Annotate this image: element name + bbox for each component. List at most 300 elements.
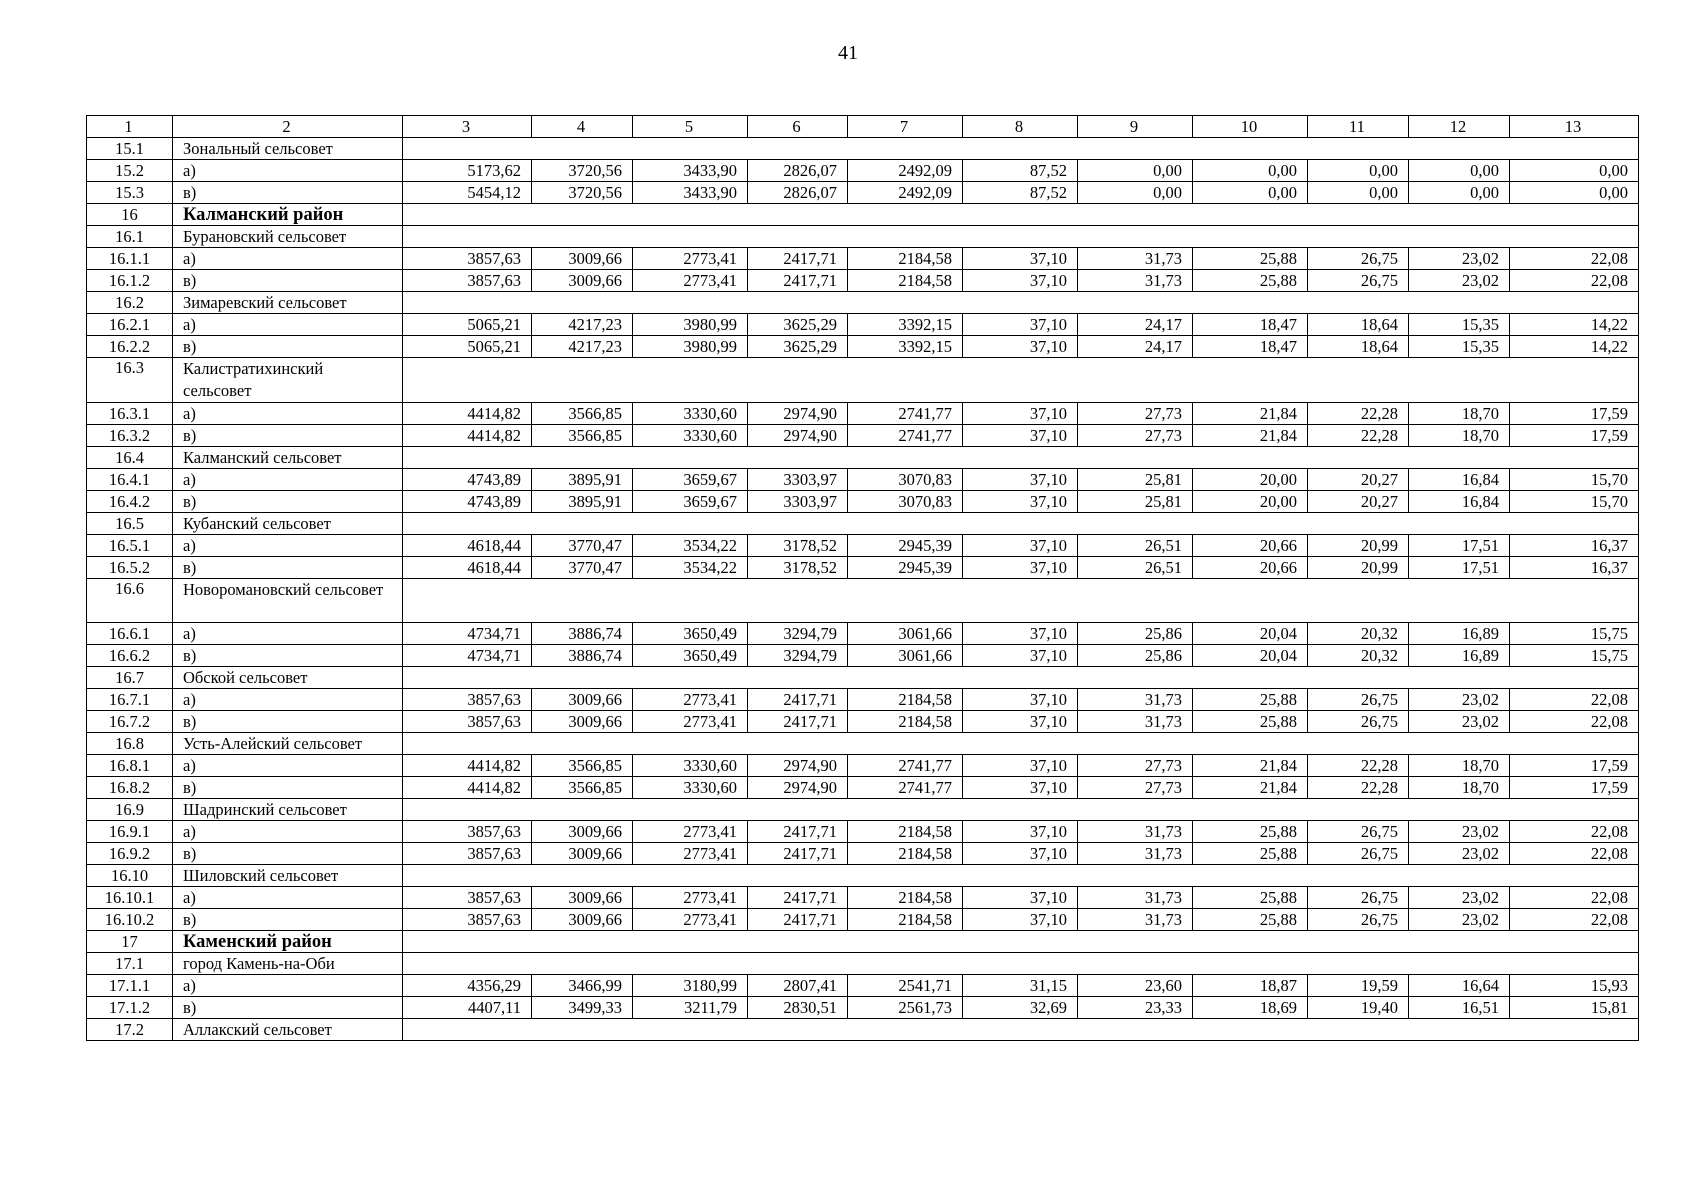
value-cell: 37,10 (963, 777, 1078, 799)
value-cell: 26,75 (1308, 248, 1409, 270)
row-number: 16.6.1 (87, 623, 173, 645)
value-cell: 2945,39 (848, 535, 963, 557)
value-cell: 3720,56 (532, 182, 633, 204)
row-label: а) (173, 821, 403, 843)
value-cell: 16,84 (1409, 469, 1510, 491)
value-cell: 15,93 (1510, 975, 1639, 997)
section-row (87, 733, 1639, 755)
row-label: а) (173, 469, 403, 491)
value-cell: 2741,77 (848, 425, 963, 447)
value-cell: 25,81 (1078, 469, 1193, 491)
column-header: 2 (173, 116, 403, 138)
value-cell: 3303,97 (748, 491, 848, 513)
value-cell: 4356,29 (403, 975, 532, 997)
row-number: 16 (87, 204, 173, 226)
value-cell: 0,00 (1510, 160, 1639, 182)
value-cell: 21,84 (1193, 425, 1308, 447)
value-cell: 26,75 (1308, 270, 1409, 292)
value-cell: 37,10 (963, 887, 1078, 909)
column-header: 11 (1308, 116, 1409, 138)
value-cell: 20,04 (1193, 623, 1308, 645)
row-label: а) (173, 535, 403, 557)
value-cell: 2807,41 (748, 975, 848, 997)
value-cell: 2492,09 (848, 182, 963, 204)
value-cell: 25,88 (1193, 887, 1308, 909)
row-number: 16.2.1 (87, 314, 173, 336)
row-label: в) (173, 425, 403, 447)
value-cell: 16,89 (1409, 623, 1510, 645)
settlement-name: Аллакский сельсовет (173, 1019, 403, 1041)
value-cell: 24,17 (1078, 336, 1193, 358)
table-row (87, 182, 1639, 204)
value-cell: 31,73 (1078, 711, 1193, 733)
value-cell: 2773,41 (633, 843, 748, 865)
section-row (87, 447, 1639, 469)
district-name: Каменский район (173, 931, 403, 953)
value-cell: 18,70 (1409, 403, 1510, 425)
value-cell: 2974,90 (748, 755, 848, 777)
value-cell: 3625,29 (748, 336, 848, 358)
value-cell: 2184,58 (848, 270, 963, 292)
row-label: а) (173, 975, 403, 997)
value-cell: 4618,44 (403, 535, 532, 557)
row-label: в) (173, 777, 403, 799)
row-label: в) (173, 182, 403, 204)
value-cell: 18,70 (1409, 777, 1510, 799)
value-cell: 32,69 (963, 997, 1078, 1019)
table-row (87, 689, 1639, 711)
section-row (87, 579, 1639, 623)
row-number: 16.1.2 (87, 270, 173, 292)
value-cell: 26,51 (1078, 557, 1193, 579)
value-cell: 3857,63 (403, 821, 532, 843)
settlement-name: Зимаревский сельсовет (173, 292, 403, 314)
value-cell: 37,10 (963, 535, 1078, 557)
row-number: 16.8.1 (87, 755, 173, 777)
section-row (87, 667, 1639, 689)
value-cell: 2417,71 (748, 689, 848, 711)
row-number: 17 (87, 931, 173, 953)
value-cell: 16,37 (1510, 535, 1639, 557)
settlement-name: Шадринский сельсовет (173, 799, 403, 821)
value-cell: 20,99 (1308, 557, 1409, 579)
value-cell: 15,70 (1510, 469, 1639, 491)
value-cell: 23,02 (1409, 821, 1510, 843)
value-cell: 3886,74 (532, 623, 633, 645)
table-row (87, 843, 1639, 865)
table-row (87, 248, 1639, 270)
value-cell: 27,73 (1078, 425, 1193, 447)
value-cell: 37,10 (963, 711, 1078, 733)
value-cell: 2417,71 (748, 248, 848, 270)
value-cell: 20,00 (1193, 491, 1308, 513)
value-cell: 14,22 (1510, 336, 1639, 358)
value-cell: 3659,67 (633, 491, 748, 513)
section-row (87, 1019, 1639, 1041)
value-cell: 3330,60 (633, 777, 748, 799)
row-number: 16.7 (87, 667, 173, 689)
value-cell: 87,52 (963, 182, 1078, 204)
table-row (87, 997, 1639, 1019)
section-row (87, 799, 1639, 821)
value-cell: 3720,56 (532, 160, 633, 182)
row-number: 16.8.2 (87, 777, 173, 799)
value-cell: 3857,63 (403, 909, 532, 931)
column-header: 12 (1409, 116, 1510, 138)
value-cell: 17,59 (1510, 755, 1639, 777)
value-cell: 17,51 (1409, 557, 1510, 579)
row-label: в) (173, 270, 403, 292)
value-cell: 3178,52 (748, 535, 848, 557)
value-cell: 4414,82 (403, 755, 532, 777)
settlement-name: Бурановский сельсовет (173, 226, 403, 248)
value-cell: 25,81 (1078, 491, 1193, 513)
value-cell: 31,73 (1078, 821, 1193, 843)
value-cell: 2974,90 (748, 777, 848, 799)
table-row (87, 535, 1639, 557)
value-cell: 25,88 (1193, 909, 1308, 931)
value-cell: 3566,85 (532, 777, 633, 799)
header-row (87, 116, 1639, 138)
value-cell: 2945,39 (848, 557, 963, 579)
value-cell: 31,73 (1078, 887, 1193, 909)
value-cell: 4414,82 (403, 403, 532, 425)
row-number: 16.9 (87, 799, 173, 821)
settlement-name: Калманский сельсовет (173, 447, 403, 469)
value-cell: 23,60 (1078, 975, 1193, 997)
row-number: 16.8 (87, 733, 173, 755)
table-body (87, 116, 1639, 1041)
value-cell: 16,84 (1409, 491, 1510, 513)
value-cell: 3330,60 (633, 425, 748, 447)
value-cell: 5065,21 (403, 336, 532, 358)
value-cell: 37,10 (963, 336, 1078, 358)
value-cell: 17,51 (1409, 535, 1510, 557)
value-cell: 3178,52 (748, 557, 848, 579)
table-row (87, 909, 1639, 931)
row-number: 16.2 (87, 292, 173, 314)
district-name: Калманский район (173, 204, 403, 226)
value-cell: 25,88 (1193, 689, 1308, 711)
value-cell: 31,73 (1078, 248, 1193, 270)
value-cell: 3886,74 (532, 645, 633, 667)
value-cell: 4217,23 (532, 314, 633, 336)
value-cell: 2773,41 (633, 821, 748, 843)
value-cell: 31,15 (963, 975, 1078, 997)
value-cell: 3009,66 (532, 270, 633, 292)
row-number: 16.3.1 (87, 403, 173, 425)
value-cell: 21,84 (1193, 403, 1308, 425)
value-cell: 37,10 (963, 755, 1078, 777)
row-label: а) (173, 403, 403, 425)
row-number: 16.3 (87, 358, 173, 403)
value-cell: 26,75 (1308, 711, 1409, 733)
value-cell: 18,47 (1193, 314, 1308, 336)
row-label: в) (173, 843, 403, 865)
empty-span-cell (403, 1019, 1639, 1041)
table-row (87, 557, 1639, 579)
row-number: 16.10.1 (87, 887, 173, 909)
table-row (87, 821, 1639, 843)
value-cell: 14,22 (1510, 314, 1639, 336)
value-cell: 20,27 (1308, 469, 1409, 491)
value-cell: 37,10 (963, 248, 1078, 270)
row-label: в) (173, 997, 403, 1019)
value-cell: 3770,47 (532, 557, 633, 579)
value-cell: 2741,77 (848, 777, 963, 799)
row-number: 17.1.2 (87, 997, 173, 1019)
row-label: а) (173, 160, 403, 182)
value-cell: 22,28 (1308, 777, 1409, 799)
empty-span-cell (403, 513, 1639, 535)
empty-span-cell (403, 579, 1639, 623)
row-number: 16.5.2 (87, 557, 173, 579)
value-cell: 2417,71 (748, 909, 848, 931)
column-header: 7 (848, 116, 963, 138)
value-cell: 3392,15 (848, 336, 963, 358)
settlement-name: Обской сельсовет (173, 667, 403, 689)
value-cell: 31,73 (1078, 689, 1193, 711)
value-cell: 18,47 (1193, 336, 1308, 358)
value-cell: 2773,41 (633, 270, 748, 292)
value-cell: 4414,82 (403, 777, 532, 799)
value-cell: 3180,99 (633, 975, 748, 997)
settlement-name: Усть-Алейский сельсовет (173, 733, 403, 755)
empty-span-cell (403, 138, 1639, 160)
value-cell: 4414,82 (403, 425, 532, 447)
value-cell: 16,64 (1409, 975, 1510, 997)
value-cell: 2184,58 (848, 821, 963, 843)
value-cell: 23,02 (1409, 909, 1510, 931)
value-cell: 3770,47 (532, 535, 633, 557)
settlement-name: Новоромановский сельсовет (173, 579, 403, 623)
row-label: а) (173, 314, 403, 336)
row-number: 16.6 (87, 579, 173, 623)
column-header: 8 (963, 116, 1078, 138)
value-cell: 2773,41 (633, 909, 748, 931)
value-cell: 23,02 (1409, 711, 1510, 733)
value-cell: 2741,77 (848, 403, 963, 425)
value-cell: 0,00 (1078, 160, 1193, 182)
table-row (87, 491, 1639, 513)
value-cell: 23,02 (1409, 887, 1510, 909)
value-cell: 26,75 (1308, 821, 1409, 843)
row-label: в) (173, 711, 403, 733)
value-cell: 37,10 (963, 314, 1078, 336)
value-cell: 2773,41 (633, 711, 748, 733)
value-cell: 3294,79 (748, 645, 848, 667)
value-cell: 0,00 (1409, 182, 1510, 204)
value-cell: 26,75 (1308, 909, 1409, 931)
value-cell: 31,73 (1078, 843, 1193, 865)
value-cell: 22,08 (1510, 909, 1639, 931)
value-cell: 2184,58 (848, 843, 963, 865)
empty-span-cell (403, 447, 1639, 469)
row-number: 17.2 (87, 1019, 173, 1041)
value-cell: 23,02 (1409, 270, 1510, 292)
value-cell: 2417,71 (748, 821, 848, 843)
value-cell: 3499,33 (532, 997, 633, 1019)
value-cell: 20,32 (1308, 623, 1409, 645)
value-cell: 3330,60 (633, 755, 748, 777)
value-cell: 22,08 (1510, 843, 1639, 865)
value-cell: 16,89 (1409, 645, 1510, 667)
value-cell: 25,88 (1193, 711, 1308, 733)
value-cell: 4217,23 (532, 336, 633, 358)
value-cell: 22,08 (1510, 711, 1639, 733)
value-cell: 3895,91 (532, 491, 633, 513)
value-cell: 3009,66 (532, 909, 633, 931)
table-row (87, 469, 1639, 491)
value-cell: 22,28 (1308, 425, 1409, 447)
value-cell: 15,35 (1409, 314, 1510, 336)
value-cell: 17,59 (1510, 425, 1639, 447)
value-cell: 3895,91 (532, 469, 633, 491)
row-number: 16.9.1 (87, 821, 173, 843)
value-cell: 3070,83 (848, 469, 963, 491)
value-cell: 37,10 (963, 843, 1078, 865)
value-cell: 26,75 (1308, 887, 1409, 909)
value-cell: 2773,41 (633, 689, 748, 711)
value-cell: 26,75 (1308, 689, 1409, 711)
row-label: а) (173, 887, 403, 909)
value-cell: 4734,71 (403, 623, 532, 645)
value-cell: 3857,63 (403, 843, 532, 865)
row-number: 16.4.1 (87, 469, 173, 491)
value-cell: 22,08 (1510, 270, 1639, 292)
value-cell: 2417,71 (748, 270, 848, 292)
row-number: 16.9.2 (87, 843, 173, 865)
value-cell: 3650,49 (633, 623, 748, 645)
value-cell: 22,08 (1510, 887, 1639, 909)
section-row (87, 226, 1639, 248)
value-cell: 2184,58 (848, 711, 963, 733)
empty-span-cell (403, 799, 1639, 821)
value-cell: 20,99 (1308, 535, 1409, 557)
value-cell: 0,00 (1193, 182, 1308, 204)
value-cell: 3009,66 (532, 248, 633, 270)
value-cell: 0,00 (1409, 160, 1510, 182)
row-label: в) (173, 491, 403, 513)
value-cell: 3433,90 (633, 182, 748, 204)
value-cell: 17,59 (1510, 403, 1639, 425)
value-cell: 2417,71 (748, 711, 848, 733)
row-number: 16.4.2 (87, 491, 173, 513)
table-row (87, 645, 1639, 667)
row-number: 15.1 (87, 138, 173, 160)
value-cell: 37,10 (963, 270, 1078, 292)
table-row (87, 270, 1639, 292)
value-cell: 15,75 (1510, 645, 1639, 667)
empty-span-cell (403, 733, 1639, 755)
district-row (87, 204, 1639, 226)
value-cell: 26,75 (1308, 843, 1409, 865)
row-number: 16.2.2 (87, 336, 173, 358)
value-cell: 5173,62 (403, 160, 532, 182)
table-row (87, 403, 1639, 425)
value-cell: 3980,99 (633, 336, 748, 358)
value-cell: 19,59 (1308, 975, 1409, 997)
value-cell: 31,73 (1078, 270, 1193, 292)
value-cell: 37,10 (963, 821, 1078, 843)
value-cell: 18,64 (1308, 336, 1409, 358)
value-cell: 5454,12 (403, 182, 532, 204)
row-number: 16.3.2 (87, 425, 173, 447)
empty-span-cell (403, 226, 1639, 248)
row-number: 16.4 (87, 447, 173, 469)
value-cell: 3857,63 (403, 711, 532, 733)
row-number: 15.3 (87, 182, 173, 204)
value-cell: 18,64 (1308, 314, 1409, 336)
value-cell: 37,10 (963, 689, 1078, 711)
value-cell: 2830,51 (748, 997, 848, 1019)
row-number: 16.7.1 (87, 689, 173, 711)
value-cell: 3534,22 (633, 535, 748, 557)
value-cell: 2974,90 (748, 403, 848, 425)
value-cell: 16,37 (1510, 557, 1639, 579)
value-cell: 16,51 (1409, 997, 1510, 1019)
value-cell: 3857,63 (403, 248, 532, 270)
value-cell: 3061,66 (848, 623, 963, 645)
table-row (87, 755, 1639, 777)
value-cell: 15,35 (1409, 336, 1510, 358)
value-cell: 3294,79 (748, 623, 848, 645)
table-row (87, 975, 1639, 997)
value-cell: 23,02 (1409, 248, 1510, 270)
value-cell: 2741,77 (848, 755, 963, 777)
value-cell: 22,08 (1510, 821, 1639, 843)
value-cell: 3659,67 (633, 469, 748, 491)
row-number: 16.10.2 (87, 909, 173, 931)
empty-span-cell (403, 931, 1639, 953)
row-number: 16.5.1 (87, 535, 173, 557)
empty-span-cell (403, 865, 1639, 887)
row-number: 16.5 (87, 513, 173, 535)
value-cell: 20,66 (1193, 535, 1308, 557)
value-cell: 22,08 (1510, 248, 1639, 270)
settlement-name: Зональный сельсовет (173, 138, 403, 160)
value-cell: 2417,71 (748, 843, 848, 865)
value-cell: 23,02 (1409, 689, 1510, 711)
value-cell: 0,00 (1510, 182, 1639, 204)
value-cell: 25,88 (1193, 248, 1308, 270)
section-row (87, 865, 1639, 887)
value-cell: 4734,71 (403, 645, 532, 667)
value-cell: 2826,07 (748, 182, 848, 204)
row-label: в) (173, 909, 403, 931)
empty-span-cell (403, 953, 1639, 975)
row-label: в) (173, 645, 403, 667)
value-cell: 2974,90 (748, 425, 848, 447)
value-cell: 37,10 (963, 469, 1078, 491)
value-cell: 3857,63 (403, 689, 532, 711)
value-cell: 2184,58 (848, 887, 963, 909)
page-number: 41 (838, 42, 858, 64)
value-cell: 23,33 (1078, 997, 1193, 1019)
value-cell: 87,52 (963, 160, 1078, 182)
value-cell: 3009,66 (532, 887, 633, 909)
value-cell: 25,88 (1193, 843, 1308, 865)
value-cell: 23,02 (1409, 843, 1510, 865)
column-header: 9 (1078, 116, 1193, 138)
value-cell: 37,10 (963, 491, 1078, 513)
value-cell: 3009,66 (532, 711, 633, 733)
value-cell: 22,28 (1308, 403, 1409, 425)
value-cell: 0,00 (1308, 182, 1409, 204)
value-cell: 3070,83 (848, 491, 963, 513)
value-cell: 25,88 (1193, 821, 1308, 843)
value-cell: 27,73 (1078, 755, 1193, 777)
